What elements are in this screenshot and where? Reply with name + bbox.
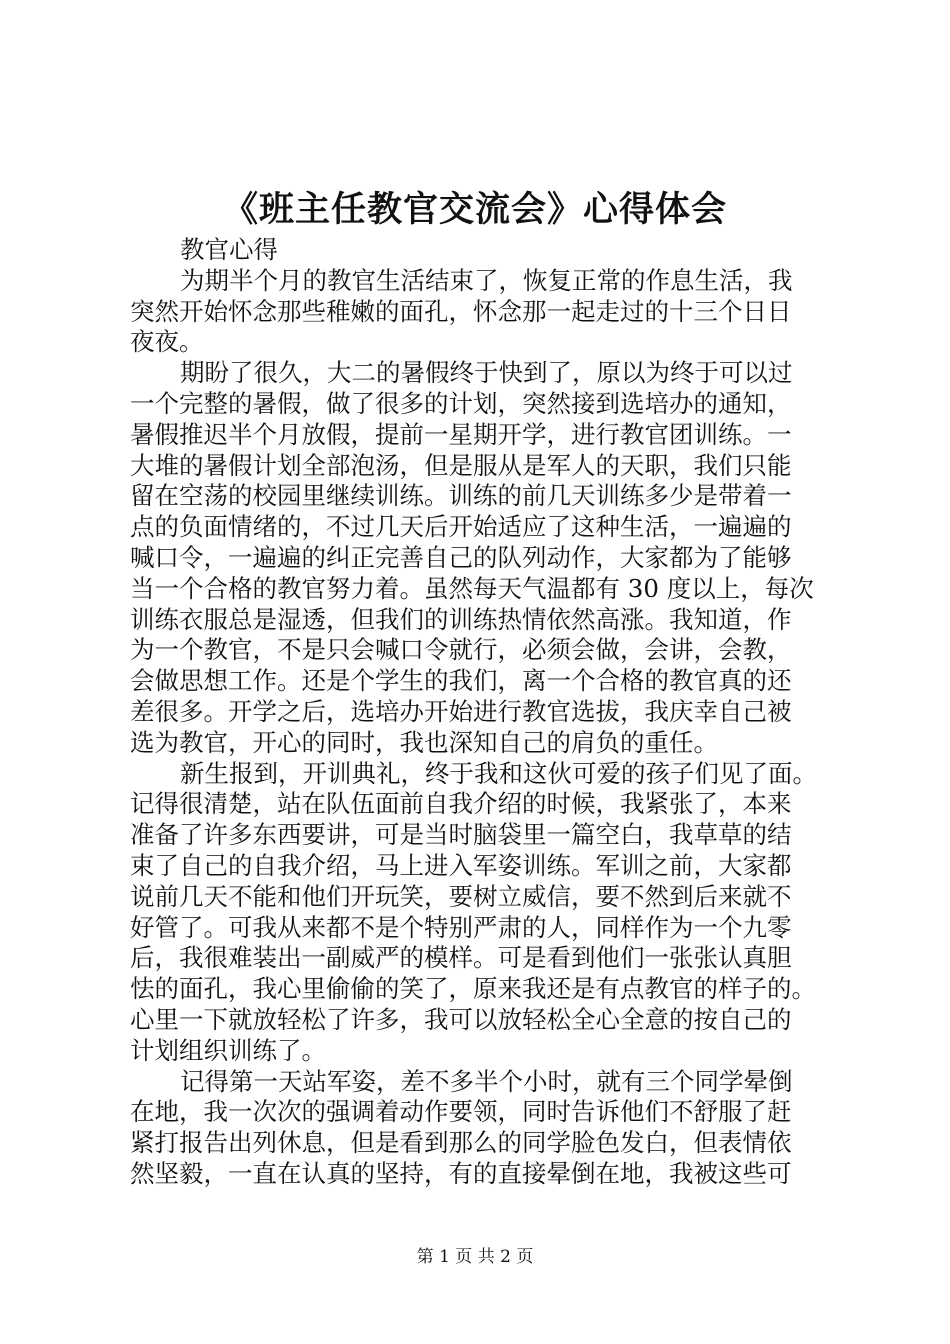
text-line: 说前几天不能和他们开玩笑，要树立威信，要不然到后来就不 — [130, 881, 792, 911]
text-line: 选为教官，开心的同时，我也深知自己的肩负的重任。 — [130, 727, 718, 757]
text-line: 记得很清楚，站在队伍面前自我介绍的时候，我紧张了，本来 — [130, 789, 792, 819]
text-line: 怯的面孔，我心里偷偷的笑了，原来我还是有点教官的样子的。 — [130, 974, 816, 1004]
text-line: 会做思想工作。还是个学生的我们，离一个合格的教官真的还 — [130, 666, 792, 696]
text-line: 准备了许多东西要讲，可是当时脑袋里一篇空白，我草草的结 — [130, 820, 792, 850]
text-line: 当一个合格的教官努力着。虽然每天气温都有 30 度以上，每次 — [130, 573, 814, 603]
text-line: 突然开始怀念那些稚嫩的面孔，怀念那一起走过的十三个日日 — [130, 296, 792, 326]
text-line: 留在空荡的校园里继续训练。训练的前几天训练多少是带着一 — [130, 481, 792, 511]
text-line: 为期半个月的教官生活结束了，恢复正常的作息生活，我 — [180, 265, 793, 295]
text-line: 然坚毅，一直在认真的坚持，有的直接晕倒在地，我被这些可 — [130, 1158, 792, 1188]
text-line: 训练衣服总是湿透，但我们的训练热情依然高涨。我知道，作 — [130, 604, 792, 634]
document-body — [130, 235, 842, 1190]
text-line: 新生报到，开训典礼，终于我和这伙可爱的孩子们见了面。 — [180, 758, 817, 788]
text-line: 在地，我一次次的强调着动作要领，同时告诉他们不舒服了赶 — [130, 1097, 792, 1127]
text-line: 一个完整的暑假，做了很多的计划，突然接到选培办的通知， — [130, 388, 792, 418]
text-line: 心里一下就放轻松了许多，我可以放轻松全心全意的按自己的 — [130, 1004, 792, 1034]
document-title: 《班主任教官交流会》心得体会 — [222, 190, 727, 230]
text-line: 喊口令，一遍遍的纠正完善自己的队列动作，大家都为了能够 — [130, 542, 792, 572]
text-line: 暑假推迟半个月放假，提前一星期开学，进行教官团训练。一 — [130, 419, 792, 449]
text-line: 后，我很难装出一副威严的模样。可是看到他们一张张认真胆 — [130, 943, 792, 973]
text-line: 点的负面情绪的，不过几天后开始适应了这种生活，一遍遍的 — [130, 512, 792, 542]
text-line: 好管了。可我从来都不是个特别严肃的人，同样作为一个九零 — [130, 912, 792, 942]
text-line: 夜夜。 — [130, 327, 204, 357]
text-line: 教官心得 — [180, 235, 278, 264]
page-footer: 第 1 页 共 2 页 — [416, 1247, 534, 1267]
text-line: 紧打报告出列休息，但是看到那么的同学脸色发白，但表情依 — [130, 1128, 792, 1158]
text-line: 束了自己的自我介绍，马上进入军姿训练。军训之前，大家都 — [130, 850, 792, 880]
text-line: 为一个教官，不是只会喊口令就行，必须会做，会讲，会教， — [130, 635, 792, 665]
text-line: 差很多。开学之后，选培办开始进行教官选拔，我庆幸自己被 — [130, 696, 792, 726]
text-line: 计划组织训练了。 — [130, 1035, 326, 1065]
text-line: 期盼了很久，大二的暑假终于快到了，原以为终于可以过 — [180, 358, 793, 388]
text-line: 记得第一天站军姿，差不多半个小时，就有三个同学晕倒 — [180, 1066, 793, 1096]
text-line: 大堆的暑假计划全部泡汤，但是服从是军人的天职，我们只能 — [130, 450, 792, 480]
